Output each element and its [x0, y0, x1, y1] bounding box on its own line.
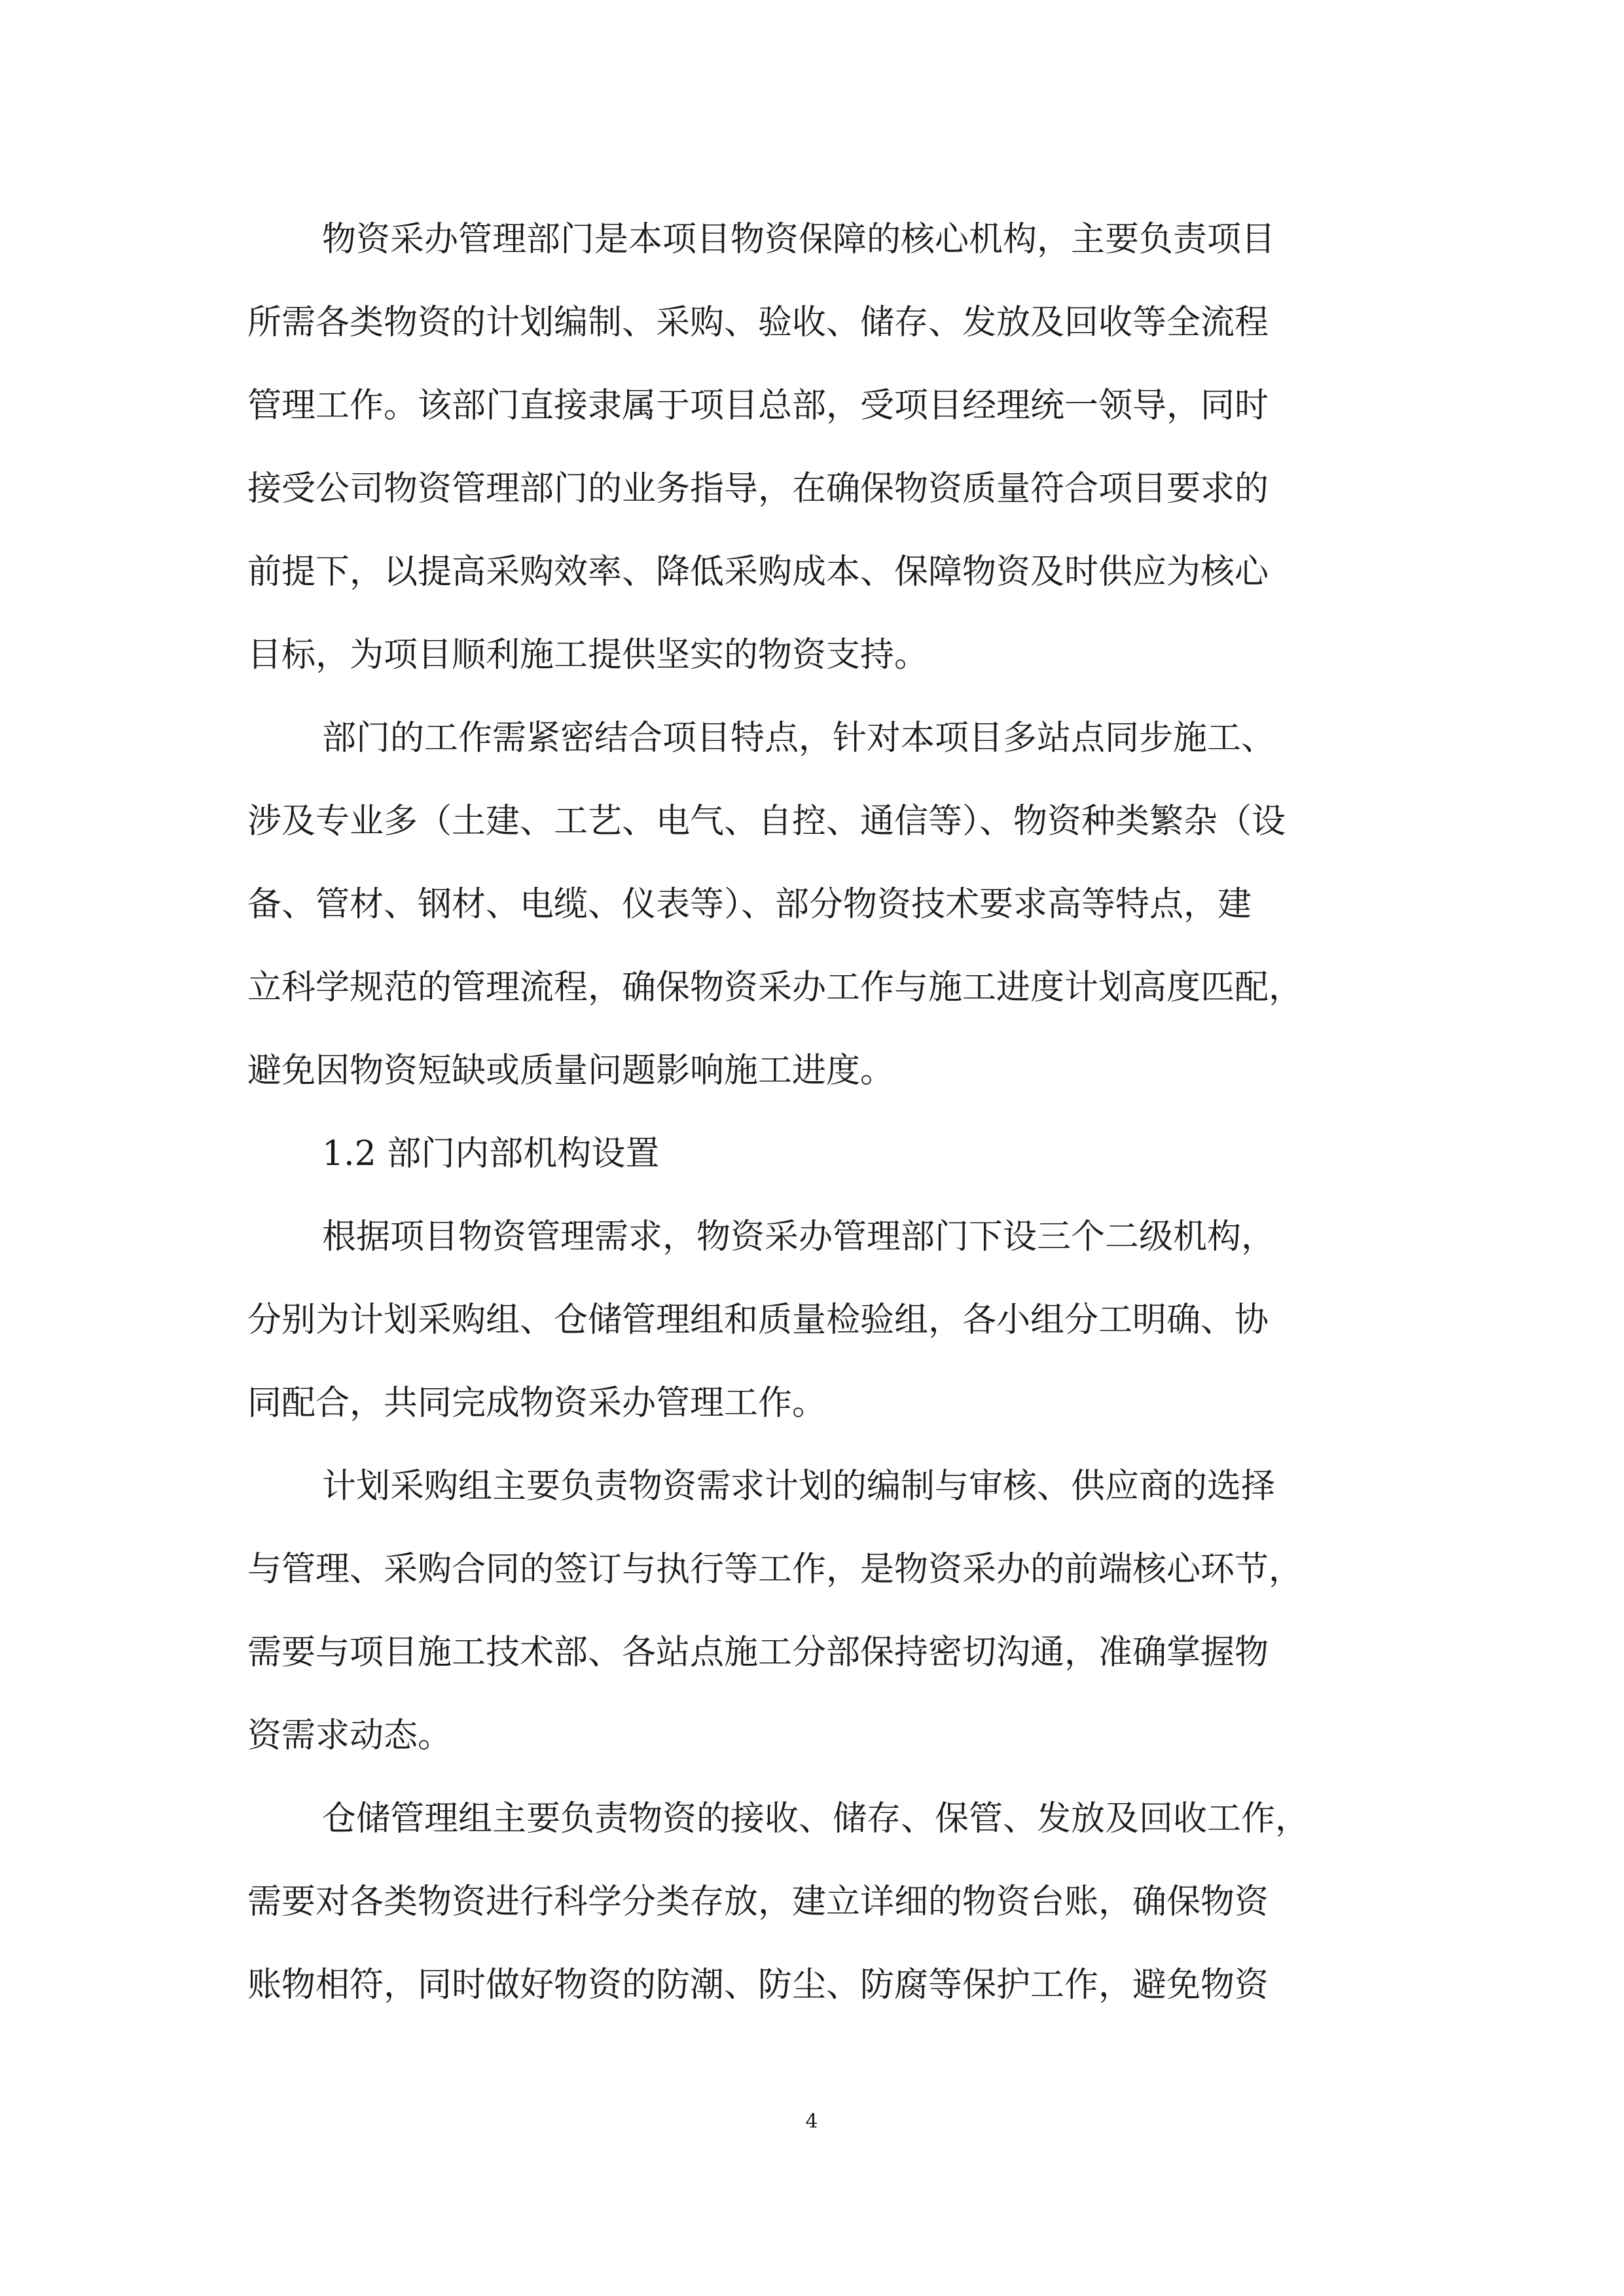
paragraph-1-line-1: 物资采办管理部门是本项目物资保障的核心机构，主要负责项目 [322, 220, 1276, 259]
paragraph-1-line-6: 目标，为项目顺利施工提供坚实的物资支持。 [247, 636, 929, 675]
paragraph-3-line-1: 根据项目物资管理需求，物资采办管理部门下设三个二级机构， [322, 1217, 1276, 1257]
paragraph-5-line-1: 仓储管理组主要负责物资的接收、储存、保管、发放及回收工作， [322, 1799, 1310, 1839]
paragraph-1-line-4: 接受公司物资管理部门的业务指导，在确保物资质量符合项目要求的 [247, 469, 1269, 509]
section-heading: 1.2 部门内部机构设置 [322, 1134, 660, 1174]
paragraph-3-line-2: 分别为计划采购组、仓储管理组和质量检验组，各小组分工明确、协 [247, 1300, 1269, 1340]
page-number: 4 [805, 2110, 818, 2133]
paragraph-2-line-3: 备、管材、钢材、电缆、仪表等）、部分物资技术要求高等特点，建 [247, 885, 1252, 924]
paragraph-4-line-2: 与管理、采购合同的签订与执行等工作，是物资采办的前端核心环节， [247, 1550, 1303, 1589]
paragraph-5-line-2: 需要对各类物资进行科学分类存放，建立详细的物资台账，确保物资 [247, 1882, 1269, 1922]
paragraph-2-line-4: 立科学规范的管理流程，确保物资采办工作与施工进度计划高度匹配， [247, 968, 1303, 1007]
paragraph-1-line-3: 管理工作。该部门直接隶属于项目总部，受项目经理统一领导，同时 [247, 386, 1269, 425]
paragraph-2-line-5: 避免因物资短缺或质量问题影响施工进度。 [247, 1051, 895, 1090]
paragraph-5-line-3: 账物相符，同时做好物资的防潮、防尘、防腐等保护工作，避免物资 [247, 1965, 1269, 2005]
paragraph-2-line-2: 涉及专业多（土建、工艺、电气、自控、通信等）、物资种类繁杂（设 [247, 802, 1286, 841]
paragraph-4-line-1: 计划采购组主要负责物资需求计划的编制与审核、供应商的选择 [322, 1467, 1276, 1506]
paragraph-1-line-2: 所需各类物资的计划编制、采购、验收、储存、发放及回收等全流程 [247, 303, 1269, 342]
paragraph-4-line-3: 需要与项目施工技术部、各站点施工分部保持密切沟通，准确掌握物 [247, 1633, 1269, 1672]
paragraph-4-line-4: 资需求动态。 [247, 1716, 452, 1755]
paragraph-3-line-3: 同配合，共同完成物资采办管理工作。 [247, 1384, 827, 1423]
paragraph-1-line-5: 前提下，以提高采购效率、降低采购成本、保障物资及时供应为核心 [247, 552, 1269, 592]
paragraph-2-line-1: 部门的工作需紧密结合项目特点，针对本项目多站点同步施工、 [322, 719, 1276, 758]
